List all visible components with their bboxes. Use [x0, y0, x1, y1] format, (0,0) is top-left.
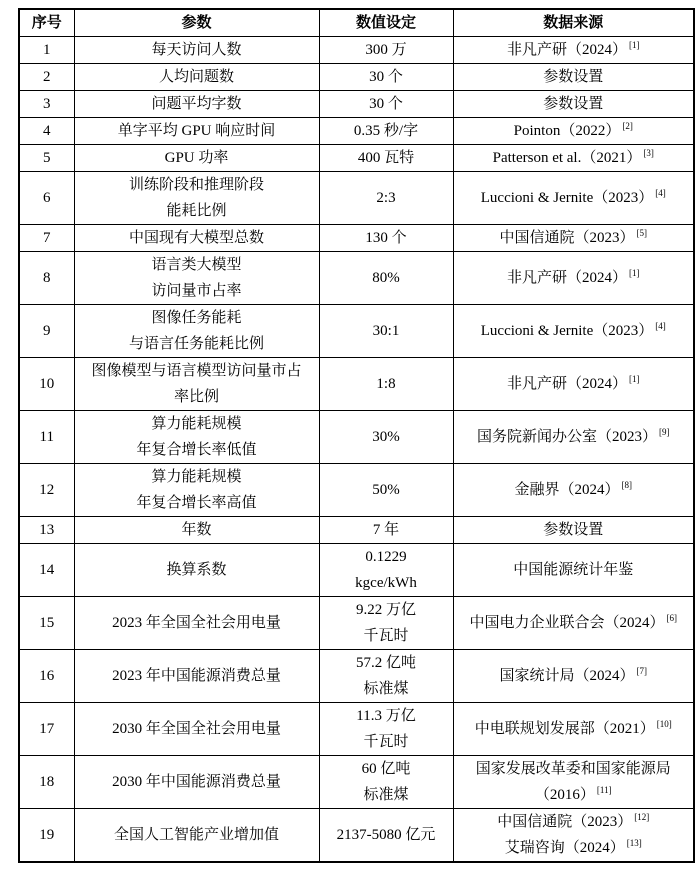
header-value: 数值设定	[319, 9, 453, 37]
cell-line	[78, 557, 316, 583]
cell-line	[323, 91, 450, 117]
table-row	[19, 703, 694, 756]
cell-line	[323, 544, 450, 570]
citation-ref: [8]	[621, 480, 632, 490]
cell-text: 人均问题数	[158, 69, 234, 85]
parameter-cell	[74, 703, 319, 756]
cell-text: 30%	[372, 429, 400, 445]
cell-text: 30:1	[372, 323, 400, 339]
table-row	[19, 225, 694, 252]
cell-line	[78, 225, 316, 251]
cell-line	[78, 464, 316, 490]
cell-text: 千瓦时	[363, 734, 409, 750]
source-cell	[453, 64, 694, 91]
value-cell	[319, 252, 453, 305]
cell-line	[323, 729, 450, 755]
cell-line	[78, 437, 316, 463]
value-cell	[319, 597, 453, 650]
value-cell	[319, 172, 453, 225]
cell-text: 中国信通院（2023）	[499, 230, 635, 246]
source-cell	[453, 809, 694, 863]
value-cell	[319, 37, 453, 64]
table-row	[19, 252, 694, 305]
cell-line	[78, 305, 316, 331]
source-cell	[453, 37, 694, 64]
cell-text: 60 亿吨	[361, 761, 411, 777]
cell-line	[457, 185, 691, 211]
cell-text: 率比例	[173, 389, 219, 405]
citation-ref: [13]	[626, 838, 642, 848]
cell-line	[323, 64, 450, 90]
parameter-cell	[74, 597, 319, 650]
cell-line	[457, 517, 691, 543]
row-index-cell: 2	[19, 64, 74, 91]
cell-line	[323, 517, 450, 543]
cell-line	[323, 623, 450, 649]
parameter-cell	[74, 809, 319, 863]
cell-line	[78, 358, 316, 384]
cell-text: 标准煤	[363, 787, 409, 803]
parameter-cell	[74, 464, 319, 517]
table-row	[19, 118, 694, 145]
cell-text: 国家统计局（2024）	[499, 668, 635, 684]
cell-line	[457, 225, 691, 251]
cell-text: 国务院新闻办公室（2023）	[476, 429, 657, 445]
parameter-cell	[74, 64, 319, 91]
source-cell	[453, 544, 694, 597]
cell-text: 1:8	[376, 376, 396, 392]
cell-line	[78, 37, 316, 63]
table-row	[19, 358, 694, 411]
cell-text: （2016）	[534, 787, 595, 803]
cell-text: 算力能耗规模	[151, 469, 242, 485]
cell-text: 全国人工智能产业增加值	[113, 827, 279, 843]
row-index-cell: 6	[19, 172, 74, 225]
cell-text: 50%	[372, 482, 400, 498]
cell-line	[457, 835, 691, 861]
source-cell	[453, 464, 694, 517]
source-cell	[453, 225, 694, 252]
cell-text: 金融界（2024）	[514, 482, 620, 498]
parameter-cell	[74, 411, 319, 464]
source-cell	[453, 597, 694, 650]
value-cell	[319, 650, 453, 703]
cell-text: 2023 年全国全社会用电量	[112, 615, 281, 631]
cell-line	[323, 756, 450, 782]
cell-text: 访问量市占率	[151, 283, 242, 299]
citation-ref: [4]	[655, 321, 666, 331]
cell-text: 中国电力企业联合会（2024）	[469, 615, 665, 631]
table-row	[19, 544, 694, 597]
parameters-table	[18, 8, 695, 863]
cell-text: 0.1229	[365, 549, 407, 565]
cell-text: 标准煤	[363, 681, 409, 697]
cell-line	[323, 37, 450, 63]
cell-line	[323, 703, 450, 729]
cell-line	[323, 424, 450, 450]
source-cell	[453, 305, 694, 358]
parameter-cell	[74, 118, 319, 145]
cell-line	[78, 490, 316, 516]
value-cell	[319, 118, 453, 145]
cell-text: kgce/kWh	[355, 575, 417, 591]
source-cell	[453, 756, 694, 809]
row-index-cell: 11	[19, 411, 74, 464]
citation-ref: [12]	[634, 812, 650, 822]
row-index-cell: 17	[19, 703, 74, 756]
cell-text: 国家发展改革委和国家能源局	[475, 761, 671, 777]
cell-line	[78, 716, 316, 742]
cell-line	[78, 198, 316, 224]
cell-line	[323, 597, 450, 623]
cell-text: 非凡产研（2024）	[506, 270, 627, 286]
cell-line	[323, 145, 450, 171]
row-index-cell: 15	[19, 597, 74, 650]
cell-line	[323, 118, 450, 144]
parameter-cell	[74, 145, 319, 172]
citation-ref: [7]	[636, 666, 647, 676]
cell-line	[457, 557, 691, 583]
row-index-cell: 16	[19, 650, 74, 703]
value-cell	[319, 544, 453, 597]
source-cell	[453, 650, 694, 703]
cell-text: 年数	[181, 522, 212, 538]
value-cell	[319, 358, 453, 411]
cell-line	[78, 610, 316, 636]
cell-line	[323, 650, 450, 676]
value-cell	[319, 464, 453, 517]
table-row	[19, 809, 694, 863]
cell-line	[457, 716, 691, 742]
cell-text: 中电联规划发展部（2021）	[474, 721, 655, 737]
citation-ref: [3]	[643, 148, 654, 158]
row-index-cell: 4	[19, 118, 74, 145]
table-row	[19, 517, 694, 544]
cell-text: 2:3	[376, 190, 396, 206]
source-cell	[453, 252, 694, 305]
source-cell	[453, 411, 694, 464]
cell-line	[457, 809, 691, 835]
cell-line	[457, 782, 691, 808]
cell-line	[78, 118, 316, 144]
parameter-cell	[74, 650, 319, 703]
value-cell	[319, 91, 453, 118]
value-cell	[319, 703, 453, 756]
cell-line	[457, 118, 691, 144]
cell-text: 300 万	[365, 42, 407, 58]
cell-text: 7 年	[372, 522, 400, 538]
citation-ref: [1]	[629, 374, 640, 384]
cell-text: 年复合增长率低值	[136, 442, 257, 458]
citation-ref: [9]	[659, 427, 670, 437]
value-cell	[319, 411, 453, 464]
parameter-cell	[74, 172, 319, 225]
cell-line	[323, 477, 450, 503]
cell-text: 问题平均字数	[151, 96, 242, 112]
cell-text: Luccioni & Jernite（2023）	[480, 190, 654, 206]
cell-text: 130 个	[365, 230, 407, 246]
cell-line	[78, 64, 316, 90]
citation-ref: [1]	[629, 40, 640, 50]
cell-text: 参数设置	[543, 96, 604, 112]
cell-line	[457, 64, 691, 90]
value-cell	[319, 145, 453, 172]
cell-text: 参数设置	[543, 522, 604, 538]
cell-text: 中国现有大模型总数	[128, 230, 264, 246]
cell-text: 每天访问人数	[151, 42, 242, 58]
cell-line	[323, 265, 450, 291]
cell-text: Patterson et al.（2021）	[492, 150, 642, 166]
cell-text: 图像模型与语言模型访问量市占	[91, 363, 302, 379]
row-index-cell: 13	[19, 517, 74, 544]
table-row	[19, 64, 694, 91]
cell-text: Pointon（2022）	[513, 123, 621, 139]
header-parameter: 参数	[74, 9, 319, 37]
cell-line	[323, 371, 450, 397]
value-cell	[319, 305, 453, 358]
row-index-cell: 1	[19, 37, 74, 64]
cell-text: 与语言任务能耗比例	[128, 336, 264, 352]
parameter-cell	[74, 37, 319, 64]
cell-line	[78, 278, 316, 304]
cell-text: 算力能耗规模	[151, 416, 242, 432]
cell-line	[323, 318, 450, 344]
cell-text: 11.3 万亿	[356, 708, 416, 724]
value-cell	[319, 756, 453, 809]
value-cell	[319, 225, 453, 252]
cell-line	[457, 145, 691, 171]
citation-ref: [2]	[622, 121, 633, 131]
parameter-cell	[74, 91, 319, 118]
source-cell	[453, 145, 694, 172]
table-row	[19, 411, 694, 464]
cell-text: 语言类大模型	[151, 257, 242, 273]
cell-line	[457, 91, 691, 117]
table-row	[19, 145, 694, 172]
row-index-cell: 9	[19, 305, 74, 358]
cell-text: 非凡产研（2024）	[506, 42, 627, 58]
source-cell	[453, 703, 694, 756]
parameter-cell	[74, 252, 319, 305]
row-index-cell: 7	[19, 225, 74, 252]
parameter-cell	[74, 358, 319, 411]
cell-line	[457, 477, 691, 503]
cell-line	[323, 185, 450, 211]
row-index-cell: 10	[19, 358, 74, 411]
parameter-cell	[74, 225, 319, 252]
cell-text: 非凡产研（2024）	[506, 376, 627, 392]
cell-text: 2137-5080 亿元	[336, 827, 436, 843]
cell-line	[457, 756, 691, 782]
cell-text: 年复合增长率高值	[136, 495, 257, 511]
cell-text: 参数设置	[543, 69, 604, 85]
source-cell	[453, 118, 694, 145]
cell-text: 中国信通院（2023）	[497, 814, 633, 830]
table-row	[19, 172, 694, 225]
cell-text: 30 个	[369, 69, 403, 85]
parameter-cell	[74, 305, 319, 358]
cell-line	[457, 318, 691, 344]
cell-text: 单字平均 GPU 响应时间	[117, 123, 276, 139]
citation-ref: [6]	[666, 613, 677, 623]
citation-ref: [10]	[656, 719, 672, 729]
cell-line	[78, 663, 316, 689]
cell-line	[78, 822, 316, 848]
header-source: 数据来源	[453, 9, 694, 37]
row-index-cell: 19	[19, 809, 74, 863]
cell-line	[457, 663, 691, 689]
cell-line	[457, 37, 691, 63]
cell-line	[323, 225, 450, 251]
cell-text: 中国能源统计年鉴	[513, 562, 634, 578]
cell-text: 艾瑞咨询（2024）	[504, 840, 625, 856]
cell-line	[457, 610, 691, 636]
parameter-cell	[74, 517, 319, 544]
cell-text: 0.35 秒/字	[353, 123, 419, 139]
source-cell	[453, 91, 694, 118]
source-cell	[453, 172, 694, 225]
cell-text: 2030 年中国能源消费总量	[112, 774, 281, 790]
cell-text: 9.22 万亿	[355, 602, 416, 618]
cell-text: 训练阶段和推理阶段	[128, 177, 264, 193]
cell-line	[78, 769, 316, 795]
citation-ref: [5]	[636, 228, 647, 238]
cell-line	[78, 252, 316, 278]
header-index: 序号	[19, 9, 74, 37]
cell-line	[323, 676, 450, 702]
cell-text: 能耗比例	[166, 203, 227, 219]
cell-text: 千瓦时	[363, 628, 409, 644]
row-index-cell: 12	[19, 464, 74, 517]
cell-line	[323, 570, 450, 596]
row-index-cell: 5	[19, 145, 74, 172]
cell-line	[323, 782, 450, 808]
row-index-cell: 14	[19, 544, 74, 597]
table-row	[19, 650, 694, 703]
cell-line	[457, 371, 691, 397]
cell-line	[78, 517, 316, 543]
cell-text: 30 个	[369, 96, 403, 112]
source-cell	[453, 517, 694, 544]
cell-text: Luccioni & Jernite（2023）	[480, 323, 654, 339]
cell-line	[78, 91, 316, 117]
value-cell	[319, 809, 453, 863]
table-header-row	[19, 9, 694, 37]
cell-text: 57.2 亿吨	[355, 655, 416, 671]
citation-ref: [11]	[596, 785, 612, 795]
cell-text: 400 瓦特	[357, 150, 415, 166]
cell-line	[457, 424, 691, 450]
cell-text: 2030 年全国全社会用电量	[112, 721, 281, 737]
cell-line	[323, 822, 450, 848]
cell-text: 80%	[372, 270, 400, 286]
cell-line	[457, 265, 691, 291]
table-row	[19, 464, 694, 517]
table-body	[19, 37, 694, 863]
parameter-cell	[74, 756, 319, 809]
value-cell	[319, 517, 453, 544]
cell-line	[78, 331, 316, 357]
table-row	[19, 91, 694, 118]
cell-line	[78, 145, 316, 171]
row-index-cell: 18	[19, 756, 74, 809]
source-cell	[453, 358, 694, 411]
cell-line	[78, 172, 316, 198]
cell-line	[78, 384, 316, 410]
citation-ref: [1]	[629, 268, 640, 278]
table-row	[19, 756, 694, 809]
value-cell	[319, 64, 453, 91]
cell-text: 换算系数	[166, 562, 227, 578]
cell-text: 图像任务能耗	[151, 310, 242, 326]
parameter-cell	[74, 544, 319, 597]
cell-text: GPU 功率	[164, 150, 229, 166]
row-index-cell: 8	[19, 252, 74, 305]
table-row	[19, 597, 694, 650]
cell-line	[78, 411, 316, 437]
row-index-cell: 3	[19, 91, 74, 118]
citation-ref: [4]	[655, 188, 666, 198]
table-row	[19, 305, 694, 358]
table-row	[19, 37, 694, 64]
cell-text: 2023 年中国能源消费总量	[112, 668, 281, 684]
